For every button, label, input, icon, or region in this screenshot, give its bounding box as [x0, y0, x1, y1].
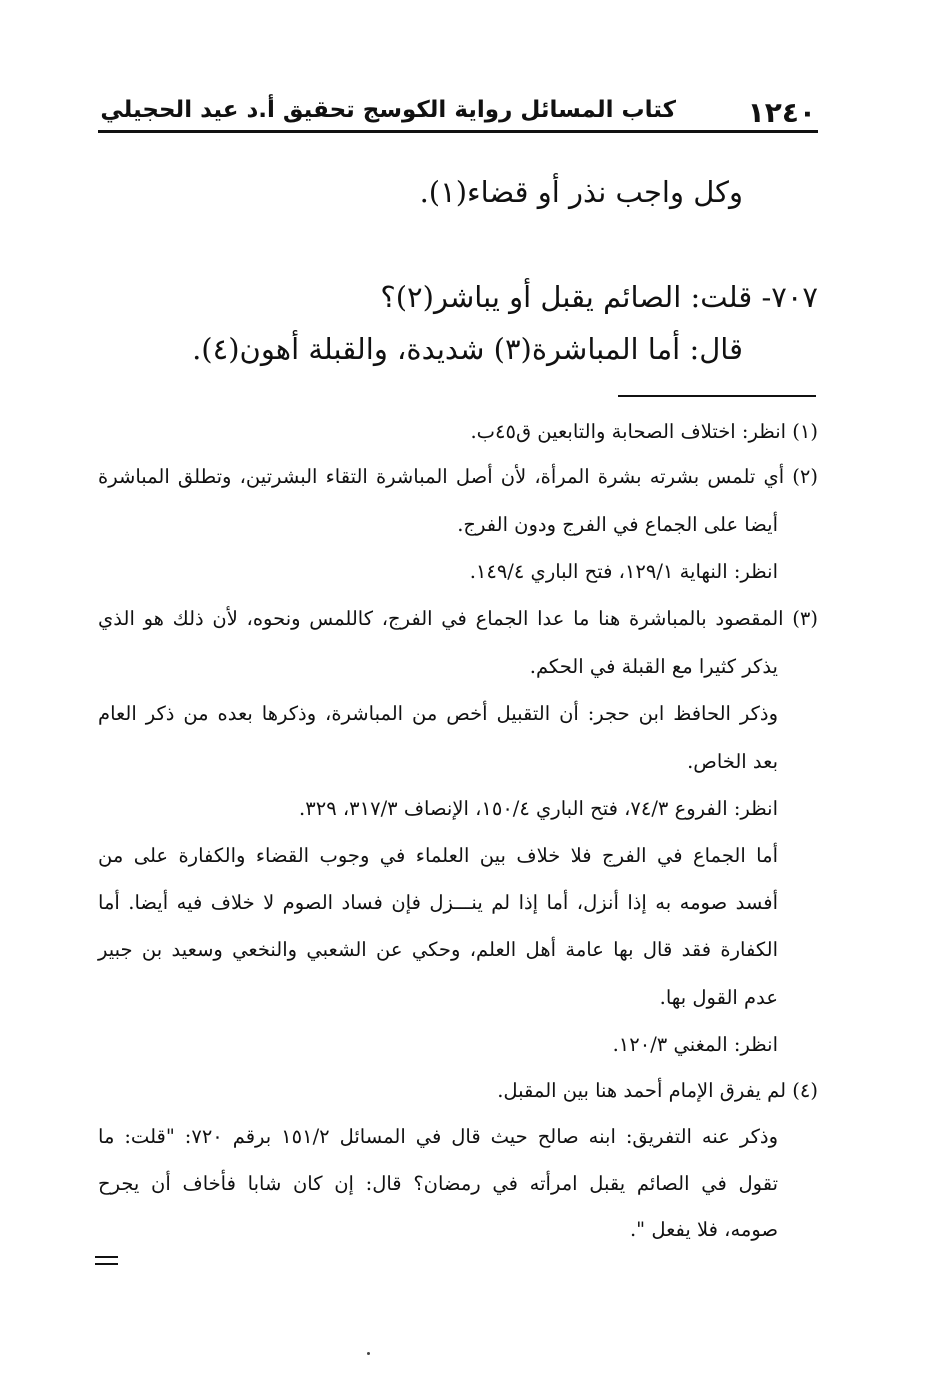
footnote-line: أفسد صومه به إذا أنزل، أما إذا لم ينـــزل فإن فساد الصوم لا خلاف فيه أيضا. أما: [98, 891, 778, 914]
body-line: وكل واجب نذر أو قضاء(١).: [419, 175, 743, 209]
footnote-2: (٢) أي تلمس بشرته بشرة المرأة، لأن أصل المباشرة التقاء البشرتين، وتطلق المباشرة: [98, 465, 818, 488]
footnote-line: أما الجماع في الفرج فلا خلاف بين العلماء في وجوب القضاء والكفارة على من: [98, 844, 778, 867]
footnote-line: يذكر كثيرا مع القبلة في الحكم.: [529, 655, 778, 678]
question-707: ٧٠٧- قلت: الصائم يقبل أو يباشر(٢)؟: [380, 280, 818, 314]
footnote-1: (١) انظر: اختلاف الصحابة والتابعين ق٤٥ب.: [470, 420, 818, 443]
footnote-separator: [618, 395, 816, 397]
footnote-4: (٤) لم يفرق الإمام أحمد هنا بين المقبل.: [497, 1079, 818, 1102]
footnote-line: صومه، فلا يفعل ".: [629, 1218, 778, 1241]
answer-707: قال: أما المباشرة(٣) شديدة، والقبلة أهون(٤).: [192, 332, 743, 366]
footnote-line: انظر: المغني ١٢٠/٣.: [612, 1033, 778, 1056]
footnote-line: تقول في الصائم يقبل امرأته في رمضان؟ قال: إن كان شابا فأخاف أن يجرح: [98, 1172, 778, 1195]
footnote-line: وذكر عنه التفريق: ابنه صالح حيث قال في المسائل ١٥١/٢ برقم ٧٢٠: "قلت: ما: [98, 1125, 778, 1148]
page-number: ١٢٤٠: [747, 96, 816, 129]
continuation-mark: [95, 1256, 118, 1270]
header-rule: [98, 130, 818, 133]
footnote-line: الكفارة فقد قال بها عامة أهل العلم، وحكي عن الشعبي والنخعي وسعيد بن جبير: [98, 938, 778, 961]
scan-speck: [367, 1352, 370, 1355]
footnote-line: وذكر الحافظ ابن حجر: أن التقبيل أخص من المباشرة، وذكرها بعده من ذكر العام: [98, 702, 778, 725]
footnote-line: انظر: الفروع ٧٤/٣، فتح الباري ١٥٠/٤، الإنصاف ٣١٧/٣، ٣٢٩.: [299, 797, 778, 820]
footnote-line: انظر: النهاية ١٢٩/١، فتح الباري ١٤٩/٤.: [469, 560, 778, 583]
running-header-title: كتاب المسائل رواية الكوسج تحقيق أ.د عيد الحجيلي: [100, 97, 676, 123]
footnote-line: عدم القول بها.: [659, 986, 778, 1009]
footnote-line: أيضا على الجماع في الفرج ودون الفرج.: [457, 513, 778, 536]
footnote-3: (٣) المقصود بالمباشرة هنا ما عدا الجماع في الفرج، كاللمس ونحوه، لأن ذلك هو الذي: [98, 607, 818, 630]
footnote-line: بعد الخاص.: [687, 750, 778, 773]
